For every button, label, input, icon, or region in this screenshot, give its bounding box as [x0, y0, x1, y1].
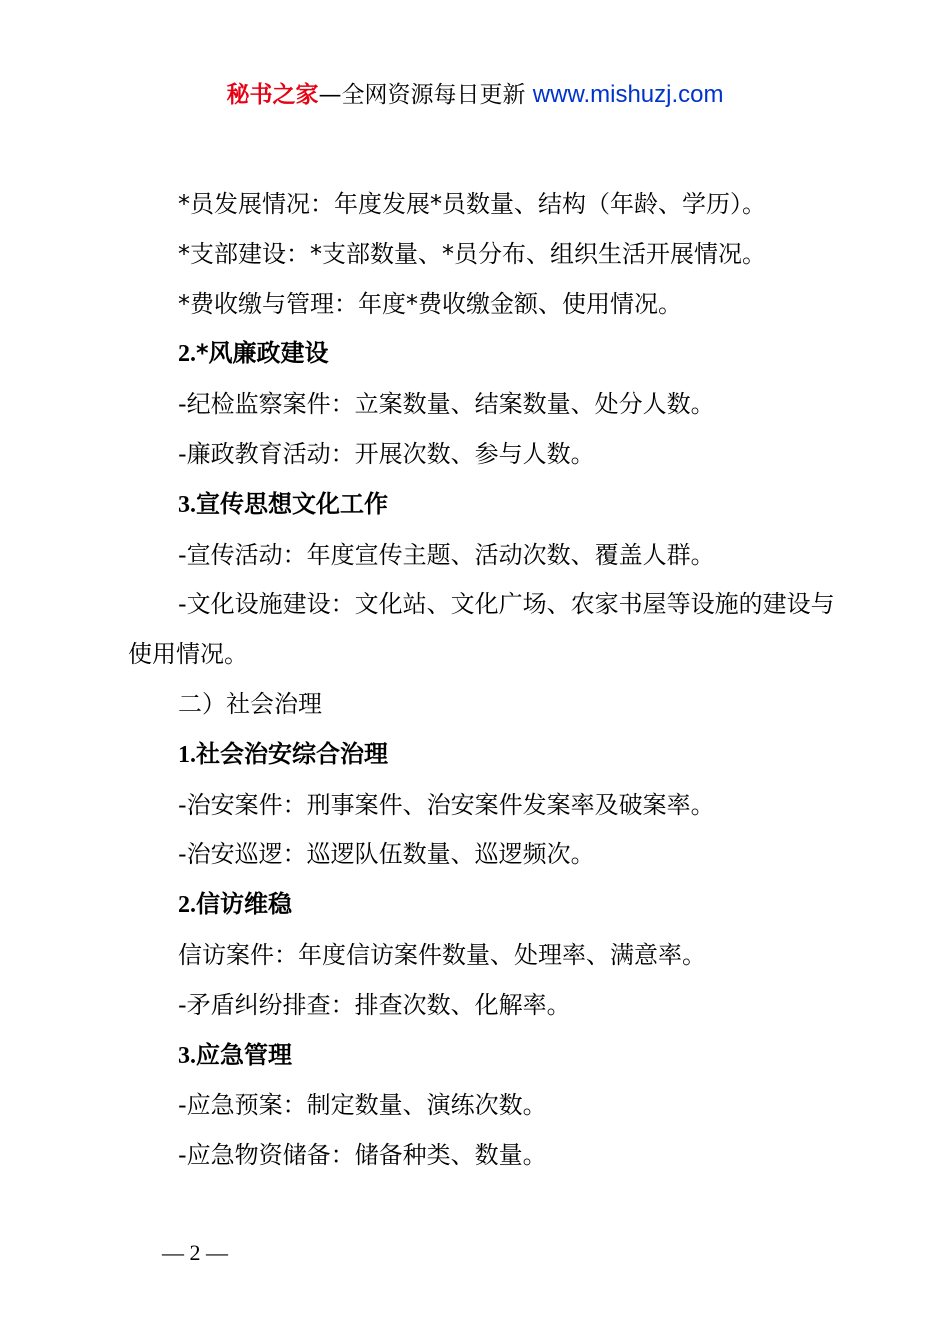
paragraph-integrity-education: -廉政教育活动：开展次数、参与人数。: [178, 439, 595, 468]
heading-text: *风廉政建设: [196, 339, 329, 368]
subsection-heading-social-governance: 二）社会治理: [178, 689, 322, 718]
heading-number: 3.: [178, 1042, 196, 1069]
paragraph-member-development: *员发展情况：年度发展*员数量、结构（年龄、学历）。: [178, 190, 766, 218]
heading-number: 3.: [178, 491, 196, 518]
document-body: [128, 180, 838, 1181]
section-heading-emergency: [128, 1031, 838, 1082]
section-heading-petitions: [128, 880, 838, 931]
banner-slogan: 全网资源每日更新: [341, 82, 526, 108]
paragraph-dispute-screening: -矛盾纠纷排查：排查次数、化解率。: [178, 990, 571, 1019]
site-banner: [0, 78, 950, 112]
paragraph-security-cases: -治安案件：刑事案件、治安案件发案率及破案率。: [178, 790, 715, 819]
paragraph-emergency-supplies: -应急物资储备：储备种类、数量。: [178, 1141, 547, 1170]
heading-text: 应急管理: [196, 1040, 292, 1069]
banner-dash: —: [318, 82, 342, 108]
heading-number: 1.: [178, 741, 196, 768]
section-heading-public-security: [128, 730, 838, 781]
paragraph-petition-cases: 信访案件：年度信访案件数量、处理率、满意率。: [178, 940, 706, 969]
paragraph-cultural-facilities: -文化设施建设：文化站、文化广场、农家书屋等设施的建设与使用情况。: [128, 590, 835, 669]
section-heading-integrity: [128, 329, 838, 380]
section-heading-publicity: [128, 480, 838, 531]
heading-text: 宣传思想文化工作: [196, 489, 388, 518]
paragraph-fee-collection: *费收缴与管理：年度*费收缴金额、使用情况。: [178, 289, 682, 318]
heading-text: 信访维稳: [196, 890, 292, 919]
paragraph-discipline-cases: -纪检监察案件：立案数量、结案数量、处分人数。: [178, 390, 715, 419]
paragraph-publicity-activities: -宣传活动：年度宣传主题、活动次数、覆盖人群。: [178, 540, 715, 569]
brand-name: 秘书之家: [226, 82, 319, 108]
paragraph-emergency-plans: -应急预案：制定数量、演练次数。: [178, 1091, 547, 1120]
paragraph-security-patrol: -治安巡逻：巡逻队伍数量、巡逻频次。: [178, 840, 595, 869]
heading-text: 社会治安综合治理: [196, 739, 388, 768]
page-number: — 2 —: [162, 1240, 228, 1265]
site-url-link[interactable]: www.mishuzj.com: [532, 81, 724, 108]
heading-number: 2.: [178, 892, 196, 919]
heading-number: 2.: [178, 341, 196, 368]
paragraph-branch-construction: *支部建设：*支部数量、*员分布、组织生活开展情况。: [178, 239, 766, 268]
